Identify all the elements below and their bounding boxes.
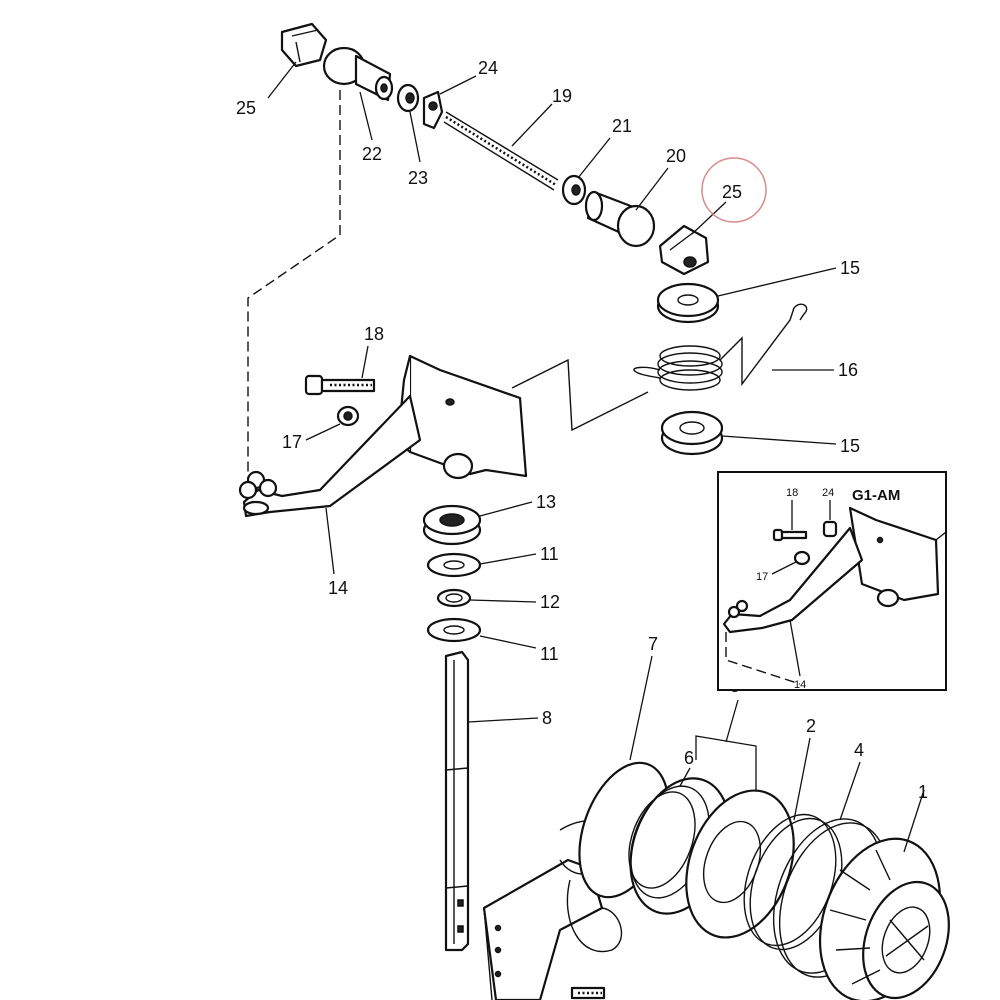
label-part-8: 8 [542, 708, 553, 728]
leader-23 [410, 112, 420, 162]
leader-22 [360, 92, 372, 140]
part-15-washer-bottom[interactable] [662, 412, 722, 454]
part-23-nut[interactable] [398, 85, 418, 111]
leader-18 [362, 346, 368, 378]
label-part-1: 1 [918, 782, 929, 802]
inset-label-17: 17 [756, 571, 769, 583]
label-part-25-circled: 25 [722, 182, 743, 202]
leader-11-top [480, 554, 536, 564]
inset-washer-24[interactable] [824, 522, 836, 536]
leader-15-top [718, 268, 836, 296]
inset-g1-am [718, 472, 946, 691]
inset-title: G1-AM [852, 487, 901, 504]
part-15-washer-top[interactable] [658, 284, 718, 322]
inset-nut-17[interactable] [795, 552, 809, 564]
leader-21 [578, 138, 610, 178]
leader-17 [306, 424, 340, 440]
label-part-15-top: 15 [840, 258, 861, 278]
part-16-torsion-spring[interactable] [634, 304, 807, 390]
part-12-clip[interactable] [438, 590, 470, 606]
part-13-bushing[interactable] [424, 506, 480, 544]
label-part-14: 14 [328, 578, 349, 598]
label-part-25-top: 25 [236, 98, 257, 118]
leader-25-top [268, 62, 296, 98]
label-part-23: 23 [408, 168, 429, 188]
leader-11-bottom [480, 636, 536, 648]
label-part-11-bottom: 11 [540, 644, 559, 664]
label-part-19: 19 [552, 86, 573, 106]
label-part-22: 22 [362, 144, 383, 164]
leader-7 [630, 656, 652, 760]
part-1-impeller[interactable] [799, 822, 964, 1000]
label-part-18: 18 [364, 324, 385, 344]
label-part-20: 20 [666, 146, 687, 166]
leader-14 [326, 508, 334, 574]
inset-label-24: 24 [822, 487, 835, 499]
leader-25-circled [692, 202, 726, 234]
label-part-6: 6 [684, 748, 695, 768]
part-25-cap-bottom[interactable] [660, 226, 708, 274]
label-part-16: 16 [838, 360, 859, 380]
part-11-washer-bottom[interactable] [428, 619, 480, 641]
label-part-21: 21 [612, 116, 633, 136]
leader-19 [512, 104, 552, 146]
part-bottom-bolt[interactable] [572, 988, 604, 998]
part-17-nut[interactable] [338, 407, 358, 425]
label-part-15-bottom: 15 [840, 436, 861, 456]
assembly-line-spring [512, 360, 648, 430]
leader-13 [480, 502, 532, 516]
label-part-11-top: 11 [540, 544, 559, 564]
label-part-12: 12 [540, 592, 561, 612]
part-22-rod-end[interactable] [324, 48, 392, 100]
leader-20 [636, 168, 668, 210]
part-8-shaft[interactable] [446, 652, 468, 950]
inset-bolt-18[interactable] [774, 530, 806, 540]
label-part-4: 4 [854, 740, 865, 760]
label-part-24: 24 [478, 58, 499, 78]
leader-8 [468, 718, 538, 722]
leader-12 [470, 600, 536, 602]
label-part-13: 13 [536, 492, 557, 512]
label-part-17: 17 [282, 432, 303, 452]
leader-2 [794, 738, 810, 820]
inset-label-18: 18 [786, 487, 799, 499]
part-18-bolt[interactable] [306, 376, 374, 394]
inset-label-14: 14 [794, 679, 807, 691]
part-11-washer-top[interactable] [428, 554, 480, 576]
leader-15-bottom [722, 436, 836, 444]
leader-4 [840, 762, 860, 820]
part-25-cap-top[interactable] [282, 24, 326, 66]
label-part-7: 7 [648, 634, 659, 654]
leader-24 [440, 76, 476, 94]
part-24-lock-washer[interactable] [424, 92, 442, 128]
assembly-line-left [248, 90, 340, 480]
part-19-threaded-rod[interactable] [444, 112, 558, 190]
part-21-nut[interactable] [563, 176, 585, 204]
label-part-2: 2 [806, 716, 817, 736]
